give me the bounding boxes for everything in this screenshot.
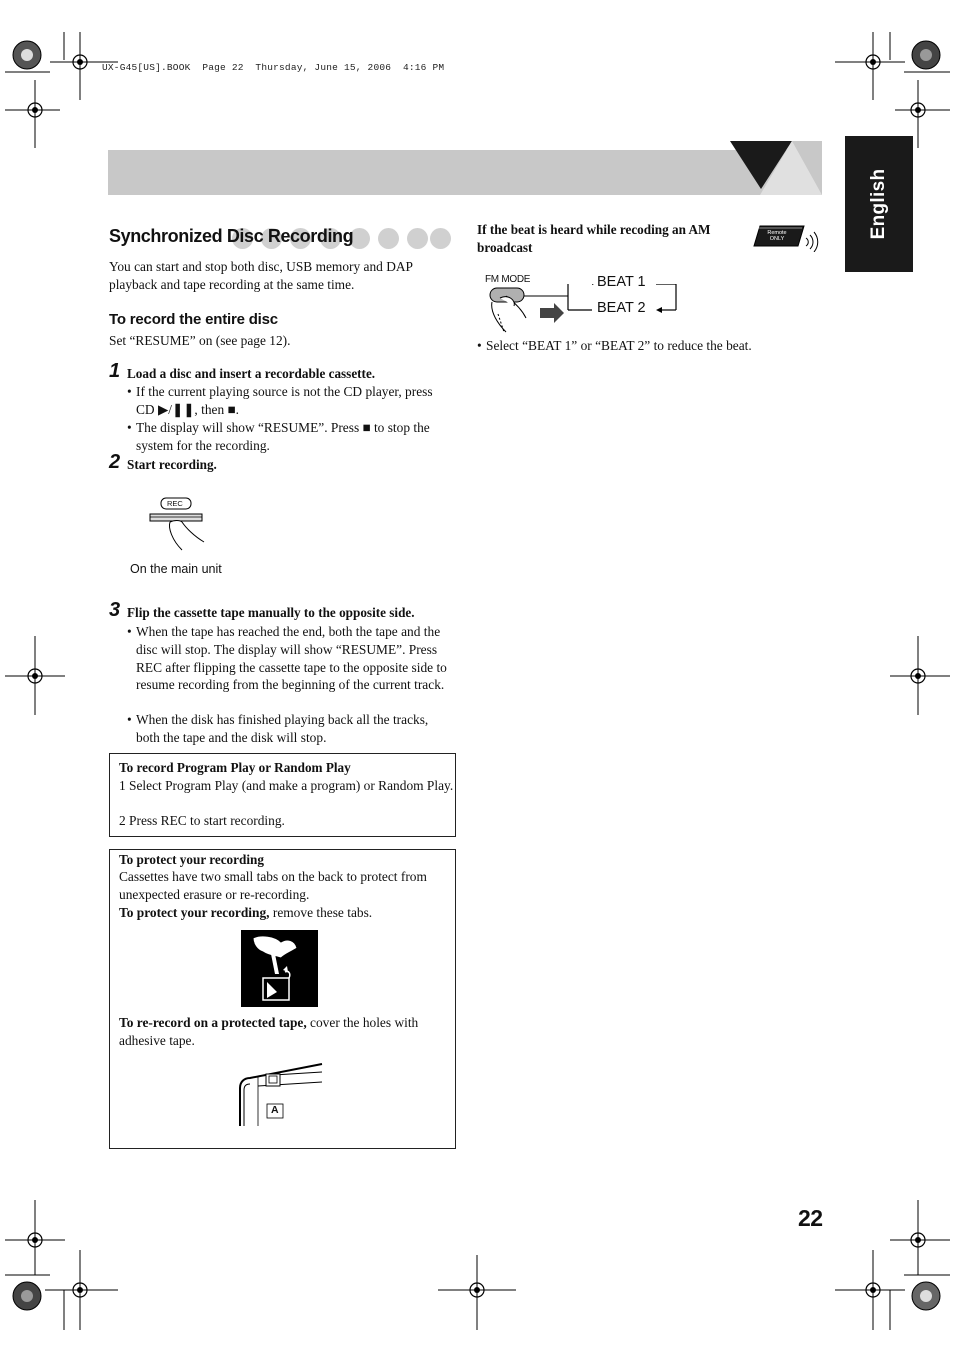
protect-box-instruction: To protect your recording, remove these tabs.: [119, 905, 373, 920]
step-3-number: 3: [109, 599, 121, 621]
cassette-tape-illustration: [236, 1062, 326, 1128]
rec-button-label: REC: [167, 499, 183, 508]
banner-triangle-icon: [730, 141, 822, 195]
beat-2-option: BEAT 2: [597, 300, 646, 316]
program-box-item-2: 2 Press REC to start recording.: [119, 813, 285, 828]
protect-box-text: Cassettes have two small tabs on the back to protect from unexpected erasure or re-recording.: [119, 869, 427, 902]
main-unit-caption: On the main unit: [130, 562, 222, 576]
print-header: UX-G45[US].BOOK Page 22 Thursday, June 15, 2006 4:16 PM: [102, 62, 445, 73]
step-3-label: Flip the cassette tape manually to the opposite side.: [127, 605, 415, 620]
fm-mode-label: FM MODE: [485, 274, 531, 285]
cassette-mark-label: A: [271, 1104, 279, 1116]
language-tab-label: English: [868, 168, 889, 240]
protect-box-heading: To protect your recording: [119, 852, 264, 867]
protect-recording-box: [109, 849, 456, 1149]
language-tab: [845, 136, 913, 272]
beat-note: • Select “BEAT 1” or “BEAT 2” to reduce the beat.: [477, 338, 752, 353]
record-entire-heading: To record the entire disc: [109, 311, 278, 328]
step-3-bullet-1: • When the tape has reached the end, both the tape and the disc will stop. The display will show “RESUME”. Press REC after flipping the cassette tape to the opposite side to resume recording from the beginning of the current track.: [127, 624, 447, 693]
step-2-number: 2: [109, 451, 121, 473]
step-1-number: 1: [109, 360, 121, 382]
remove-tab-illustration: [241, 930, 318, 1007]
step-1-label: Load a disc and insert a recordable cassette.: [127, 366, 376, 381]
step-3-bullet-2: • When the disk has finished playing back all the tracks, both the tape and the disk will stop.: [127, 712, 429, 745]
remote-only-badge-text: Remote ONLY: [767, 230, 787, 242]
record-entire-prereq: Set “RESUME” on (see page 12).: [109, 333, 291, 348]
step-1-bullet-1: • If the current playing source is not the CD player, press CD ▶/❚❚, then ■.: [127, 384, 433, 417]
page-number: 22: [798, 1205, 823, 1231]
protect-box-rerecord: To re-record on a protected tape, cover the holes with adhesive tape.: [119, 1015, 419, 1048]
step-1-bullet-2: • The display will show “RESUME”. Press ■ to stop the system for the recording.: [127, 420, 430, 453]
section-intro: You can start and stop both disc, USB memory and DAP playback and tape recording at the same time.: [109, 259, 413, 292]
beat-toggle-diagram: [484, 284, 684, 336]
program-play-box: [109, 753, 456, 837]
beat-1-option: BEAT 1: [597, 274, 646, 290]
program-box-heading: To record Program Play or Random Play: [119, 760, 351, 775]
section-title: Synchronized Disc Recording: [109, 226, 354, 246]
beat-section-heading: If the beat is heard while recoding an AM broadcast: [477, 222, 711, 255]
program-box-item-1: 1 Select Program Play (and make a program) or Random Play.: [119, 778, 454, 793]
step-2-label: Start recording.: [127, 457, 217, 472]
header-banner: [108, 150, 822, 195]
